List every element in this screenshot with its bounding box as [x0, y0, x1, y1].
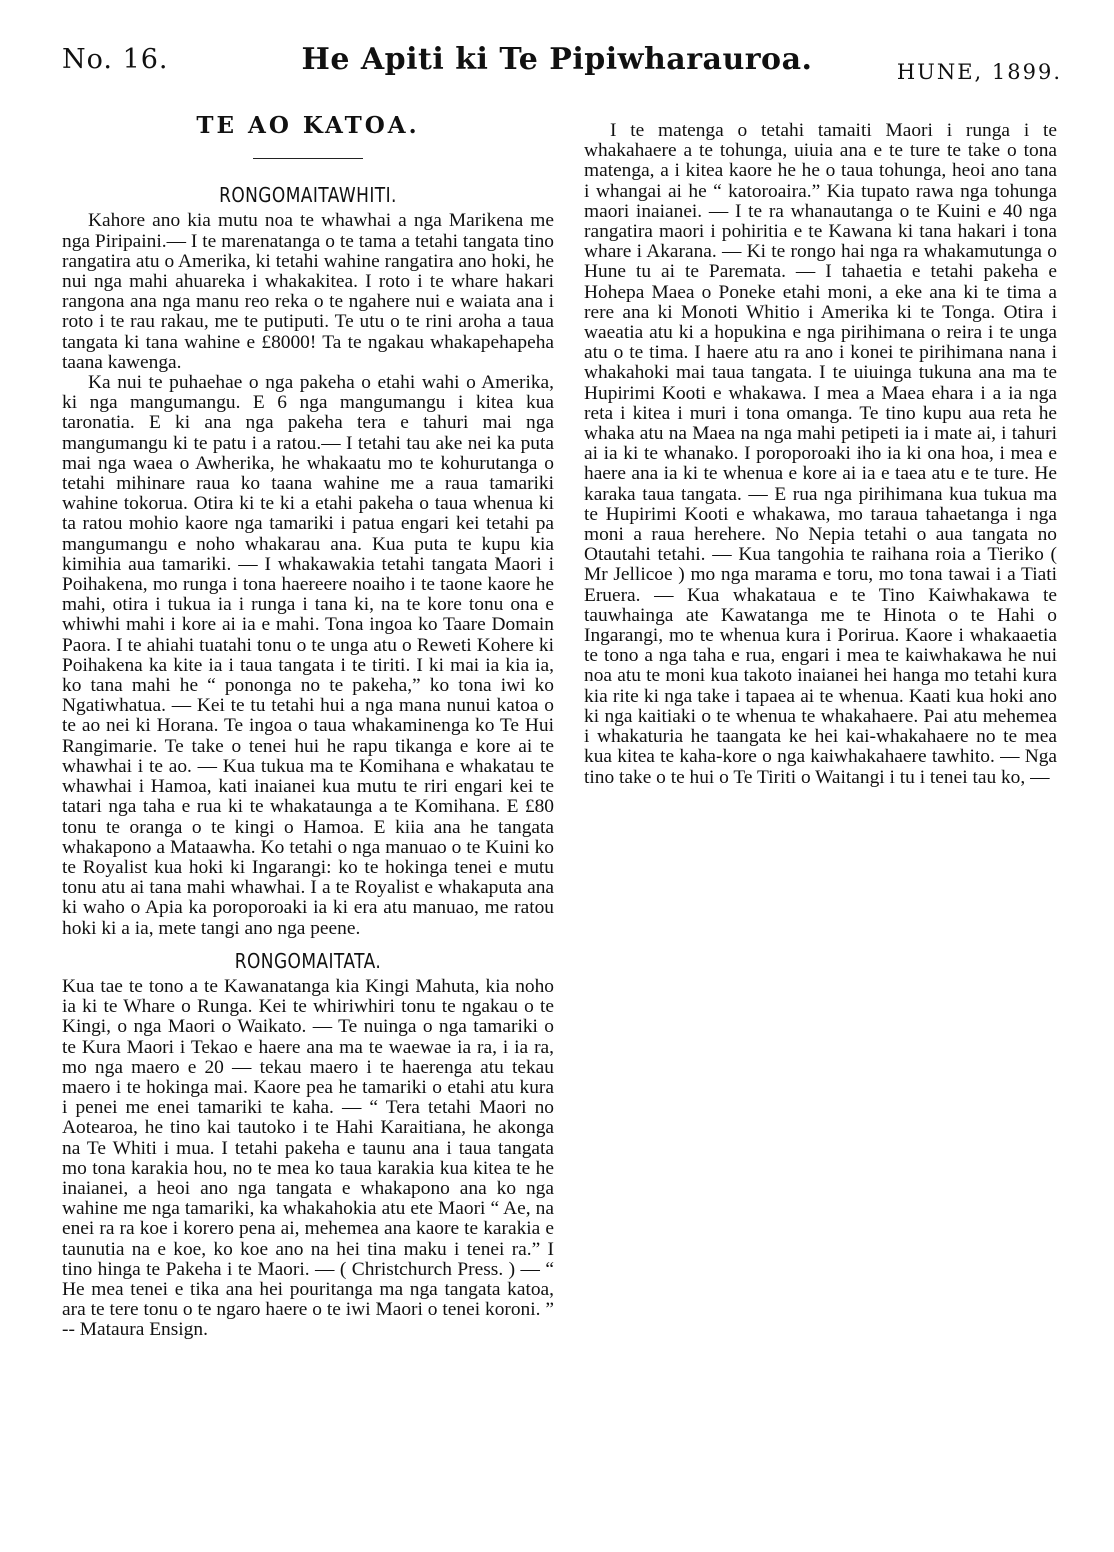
- paragraph-continued: [62, 977, 554, 1341]
- issue-number: No. 16.: [62, 44, 169, 75]
- page-header: [0, 0, 1114, 110]
- paragraph: Kahore ano kia mutu noa te whawhai a nga Marikena me nga Piripaini.— I te marenatanga o te tama a tetahi tangata tino rangatira atu o Amerika, ki tetahi wahine rangatira ano hoki, he nui nga mahi ahuareka i whakakitea. I roto i te whare hakari rangona ana nga manu reo reka o te ngahere nui e waiata ana i roto i te rau rakau, me te putiputi. Te utu o te rini aroha a taua tangata ki tana wahine e £8000! Ta te ngakau whakapehapeha taana kawenga.: [62, 210, 554, 373]
- paragraph: I te matenga o tetahi tamaiti Maori i runga i te whakahaere a te tohunga, uiuia ana e te ture te take o tona matenga, a i kitea kaore he he o taua tohunga, heoi ano tana i whangai ai he “ katoroaira.” Kia tupato rawa nga tohunga maori inaianei. — I te ra whanautanga o te Kuini e 40 nga rangatira maori i pohiritia e te Kawana ki tana hakari i tona whare i Akarana. — Ki te rongo hai nga ra whakamutunga o Hune tu ai te Paremata. — I tahaetia e tetahi pakeha e Hohepa Maea o Poneke etahi moni, a eke ana ki te tima a rere ana ki Monoti Whitio i Amerika ki te Tonga. Otira i waeatia atu ki a hopukina e nga pirihimana o reira i te unga atu o te tima. I haere atu ra ano i konei te pirihimana nana i whakahoki mai taua tangata. I te uiuinga tukuna ana ma te Hupirimi Kooti e whakawa. I mea a Maea ehara i a ia nga reta i kitea i muri i tona omanga. Te tino kupu aua reta he whaka atu na Maea na nga mahi petipeti ia i mate ai, i tahuri ai ia ki te whanako. I poroporoaki iho ia ki ona hoa, i mea e haere ana ia ki te whenua e kore ai ia e taea atu e te ture. He karaka taua tangata. — E rua nga pirihimana kua tukua ma te Hupirimi Kooti e whakawa, mo taraua tahaetanga i nga moni a raua herehere. No Nepia tetahi o aua tangata no Otautahi tetahi. — Kua tangohia te raihana roia a Tieriko ( Mr Jellicoe ) mo nga marama e toru, mo tona tawai i a Tiati Eruera. — Kua whakataua e te Tino Kaiwhakawa te tauwhainga ate Kawatanga me te Hinota o te Hahi o Ingarangi, mo te whenua kura i Porirua. Kaore i whakaaetia te tono a nga taha e rua, engari i mea te kaiwhakawa he nui noa atu te moni kua takoto inaianei hei hanga mo tetahi kura kia rite ki nga take i tapaea ai te whenua. Kaati kua hoki ano ki nga kaitiaki o te whenua te whakahaere. Pai atu mehemea i whakaturia he taangata ke hei kai-whakahaere no te mea kua kitea te kaha-kore o nga kaiwhakahaere tawhito. — Nga tino take o te hui o Te Tiriti o Waitangi i tu i tenei tau ko, —: [584, 120, 1057, 788]
- heading-rongomaitawhiti: RONGOMAITAWHITI.: [219, 183, 397, 208]
- title-rule: [253, 158, 363, 159]
- right-column: [584, 121, 1057, 788]
- paragraph-text: Kua tae te tono a te Kawanatanga kia Kingi Mahuta, kia noho ia ki te Whare o Runga. Kei te whiriwhiri tonu te ngakau o te Kingi, o nga Maori o Waikato. — Te nuinga o nga tamariki o te Kura Maori i Tekao e haere ana ma te waewae ia ra, i ia ra, mo nga maero e 20 — tekau maero i te haerenga atu tekau maero i te hokinga mai. Kaore pea he tamariki o etahi atu kura i penei me enei tamariki te kaha. — “ Tera tetahi Maori no Aotearoa, he tino kai tautoko i te Hahi Karaitiana, he akonga na Te Whiti i mua. I tetahi pakeha e taunu ana i taua tangata mo tona karakia hou, no te mea ko taua karakia kua kitea te he inaianei, a heoi ano nga tangata e whakapono ana ko nga wahine me nga tamariki, ka whakahokia atu ete Maori “ Ae, na enei ra ra koe i korero pena ai, mehemea ana kaore te karakia e taunutia na e koe, ko koe ano na hei tina maku i tenei ra.” I tino hinga te Pakeha i te Maori. — ( Christchurch Press. ) — “ He mea tenei e tika ana hei pouritanga ma nga tangata katoa, ara te tere tonu o te ngaro haere o te iwi Maori o tenei koroni. ” -- Mataura Ensign.: [62, 975, 554, 1341]
- issue-date: HUNE, 1899.: [896, 60, 1062, 84]
- heading-rongomaitata: RONGOMAITATA.: [234, 948, 382, 973]
- paragraph: Ka nui te puhaehae o nga pakeha o etahi wahi o Amerika, ki nga mangumangu. E 6 nga mangumangu i kitea kua taronatia. E ki ana nga pakeha tera e tahuri mai nga mangumangu ki te patu i a ratou.— I tetahi tau ake nei ka puta mai nga waea o Awherika, he whakaatu mo te kohurutanga o tetahi mihinare raua ko taana wahine me a raua tamariki wahine tokorua. Otira ki te ki a etahi pakeha o taua whenua ki ta ratou mohio kaore nga tamariki i patua engari kei tetahi pa mangumangu e noho whakarau ana. Kua puta te kupu kia kimihia aua tamariki. — I whakawakia tetahi tangata Maori i Poihakena, mo runga i tona haereere noaiho i te taone kaore he mahi, otira i tukua ia i runga i tana ki, na te kore tonu ona e whiwhi mahi i kore ai ia e mahi. Tona ingoa ko Taare Domain Paora. I te ahiahi tuatahi tonu o te unga atu o Reweti Kohere ki Poihakena ka kite ia i taua tangata i te tiriti. I ki mai ia kia ia, ko tana mahi he “ pononga no te pakeha,” ko tona iwi ko Ngatiwhatua. — Kei te tu tetahi hui a nga mana nunui katoa o te ao nei ki Horana. Te ingoa o taua whakaminenga ko Te Hui Rangimarie. Te take o tenei hui he rapu tikanga e kore ai te whawhai i te ao. — Kua tukua ma te Komihana e whakatau te whawhai i Hamoa, kati inaianei kua mutu te riri engari kei te tatari nga taha e rua ki te whakataunga a te Komihana. E £80 tonu te oranga o te kingi o Hamoa. E kiia ana he tangata whakapono a Mataawha. Ko tetahi o nga manuao o te Kuini ko te Royalist kua hoki ki Ingarangi: ko te hokinga tenei e mutu tonu atu ai tana mahi whawhai. I a te Royalist e whakaputa ana ki waho o Apia ka poroporoaki ia ki era atu manuao, me ratou hoki ki a ia, mete tangi ano nga peene.: [62, 372, 554, 939]
- section-title: TE AO KATOA.: [196, 112, 420, 139]
- masthead-title: He Apiti ki Te Pipiwharauroa.: [301, 42, 813, 77]
- left-column: [62, 110, 554, 1341]
